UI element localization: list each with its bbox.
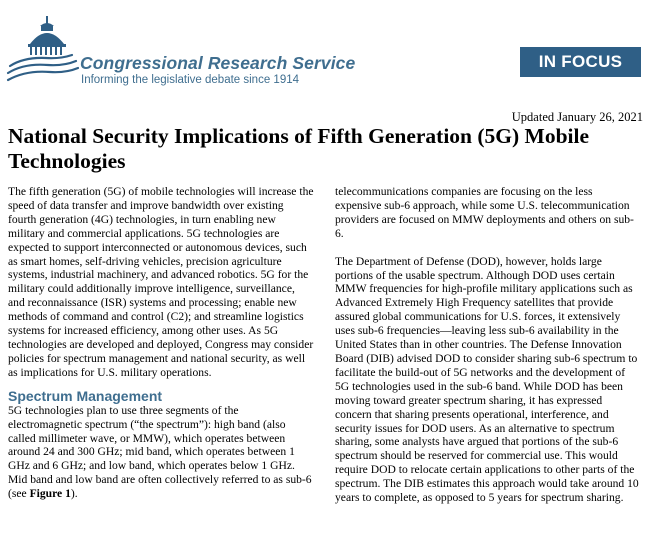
updated-date: Updated January 26, 2021 [511,110,643,124]
paragraph-gap [335,241,641,255]
continued-paragraph: telecommunications companies are focusing on the less expensive sub-6 approach, while some U.S. telecommunication providers are focused on MMW deployments and others on sub-6. [335,185,634,240]
document-title: National Security Implications of Fifth Generation (5G) Mobile Technologies [8,124,590,173]
figure-reference-link[interactable]: Figure 1 [29,487,71,501]
intro-paragraph: The fifth generation (5G) of mobile technologies will increase the speed of data transfer and improve bandwidth over existing fourth generation (4G) technologies, in turn enabling new military and commercial applications. 5G technologies are expected to support interconnected or autonomous devices, such as smart homes, self-driving vehicles, precision agriculture systems, industrial machinery, and advanced robotics. 5G for the military could additionally improve intelligence, surveillance, and reconnaissance (ISR) systems and processing; enable new methods of command and control (C2); and streamline logistics systems for increased efficiency, among other uses. As 5G technologies are developed and deployed, Congress may consider policies for spectrum management and national security, as well as implications for U.S. military operations. [8,185,314,379]
report-header [0,0,667,96]
left-column [8,185,314,501]
dod-paragraph: The Department of Defense (DOD), however, holds large portions of the usable spectrum. Although DOD uses certain MMW frequencies for high-profile military applications such as Advanced Extremely High Frequency satellites that provide assured global communications for U.S. forces, it extensively uses sub-6 frequencies—leaving less sub-6 availability in the United States than in other countries. The Defense Innovation Board (DIB) advised DOD to consider sharing sub-6 spectrum to facilitate the build-out of 5G networks and the development of 5G technologies used in the sub-6 band. While DOD has been moving toward greater spectrum sharing, it has expressed concern that sharing presents operational, interference, and security issues for DOD users. As an alternative to spectrum sharing, some analysts have argued that portions of the sub-6 spectrum should be reserved for commercial use. This would require DOD to relocate certain applications to other parts of the spectrum. The DIB estimates this approach would take around 10 years to complete, as opposed to 5 years for spectrum sharing. [335,254,639,505]
in-focus-badge: IN FOCUS [520,47,641,77]
spectrum-paragraph [8,404,314,501]
spectrum-text-end: ). [70,487,78,501]
right-column [335,185,641,505]
spectrum-text: 5G technologies plan to use three segments of the electromagnetic spectrum (“the spectrum”): high band (also called millimeter wave, or MMW), which operates between around 24 and 300 GHz; mid band, which operates between 1 GHz and 6 GHz; and low band, which operates below 1 GHz. Mid band and low band are often collectively referred to as sub-6 (see [8,403,312,501]
org-name: Congressional Research Service [80,53,356,73]
capitol-dome-icon [6,10,80,84]
section-heading: Spectrum Management [8,387,163,404]
org-tagline: Informing the legislative debate since 1914 [81,74,300,86]
